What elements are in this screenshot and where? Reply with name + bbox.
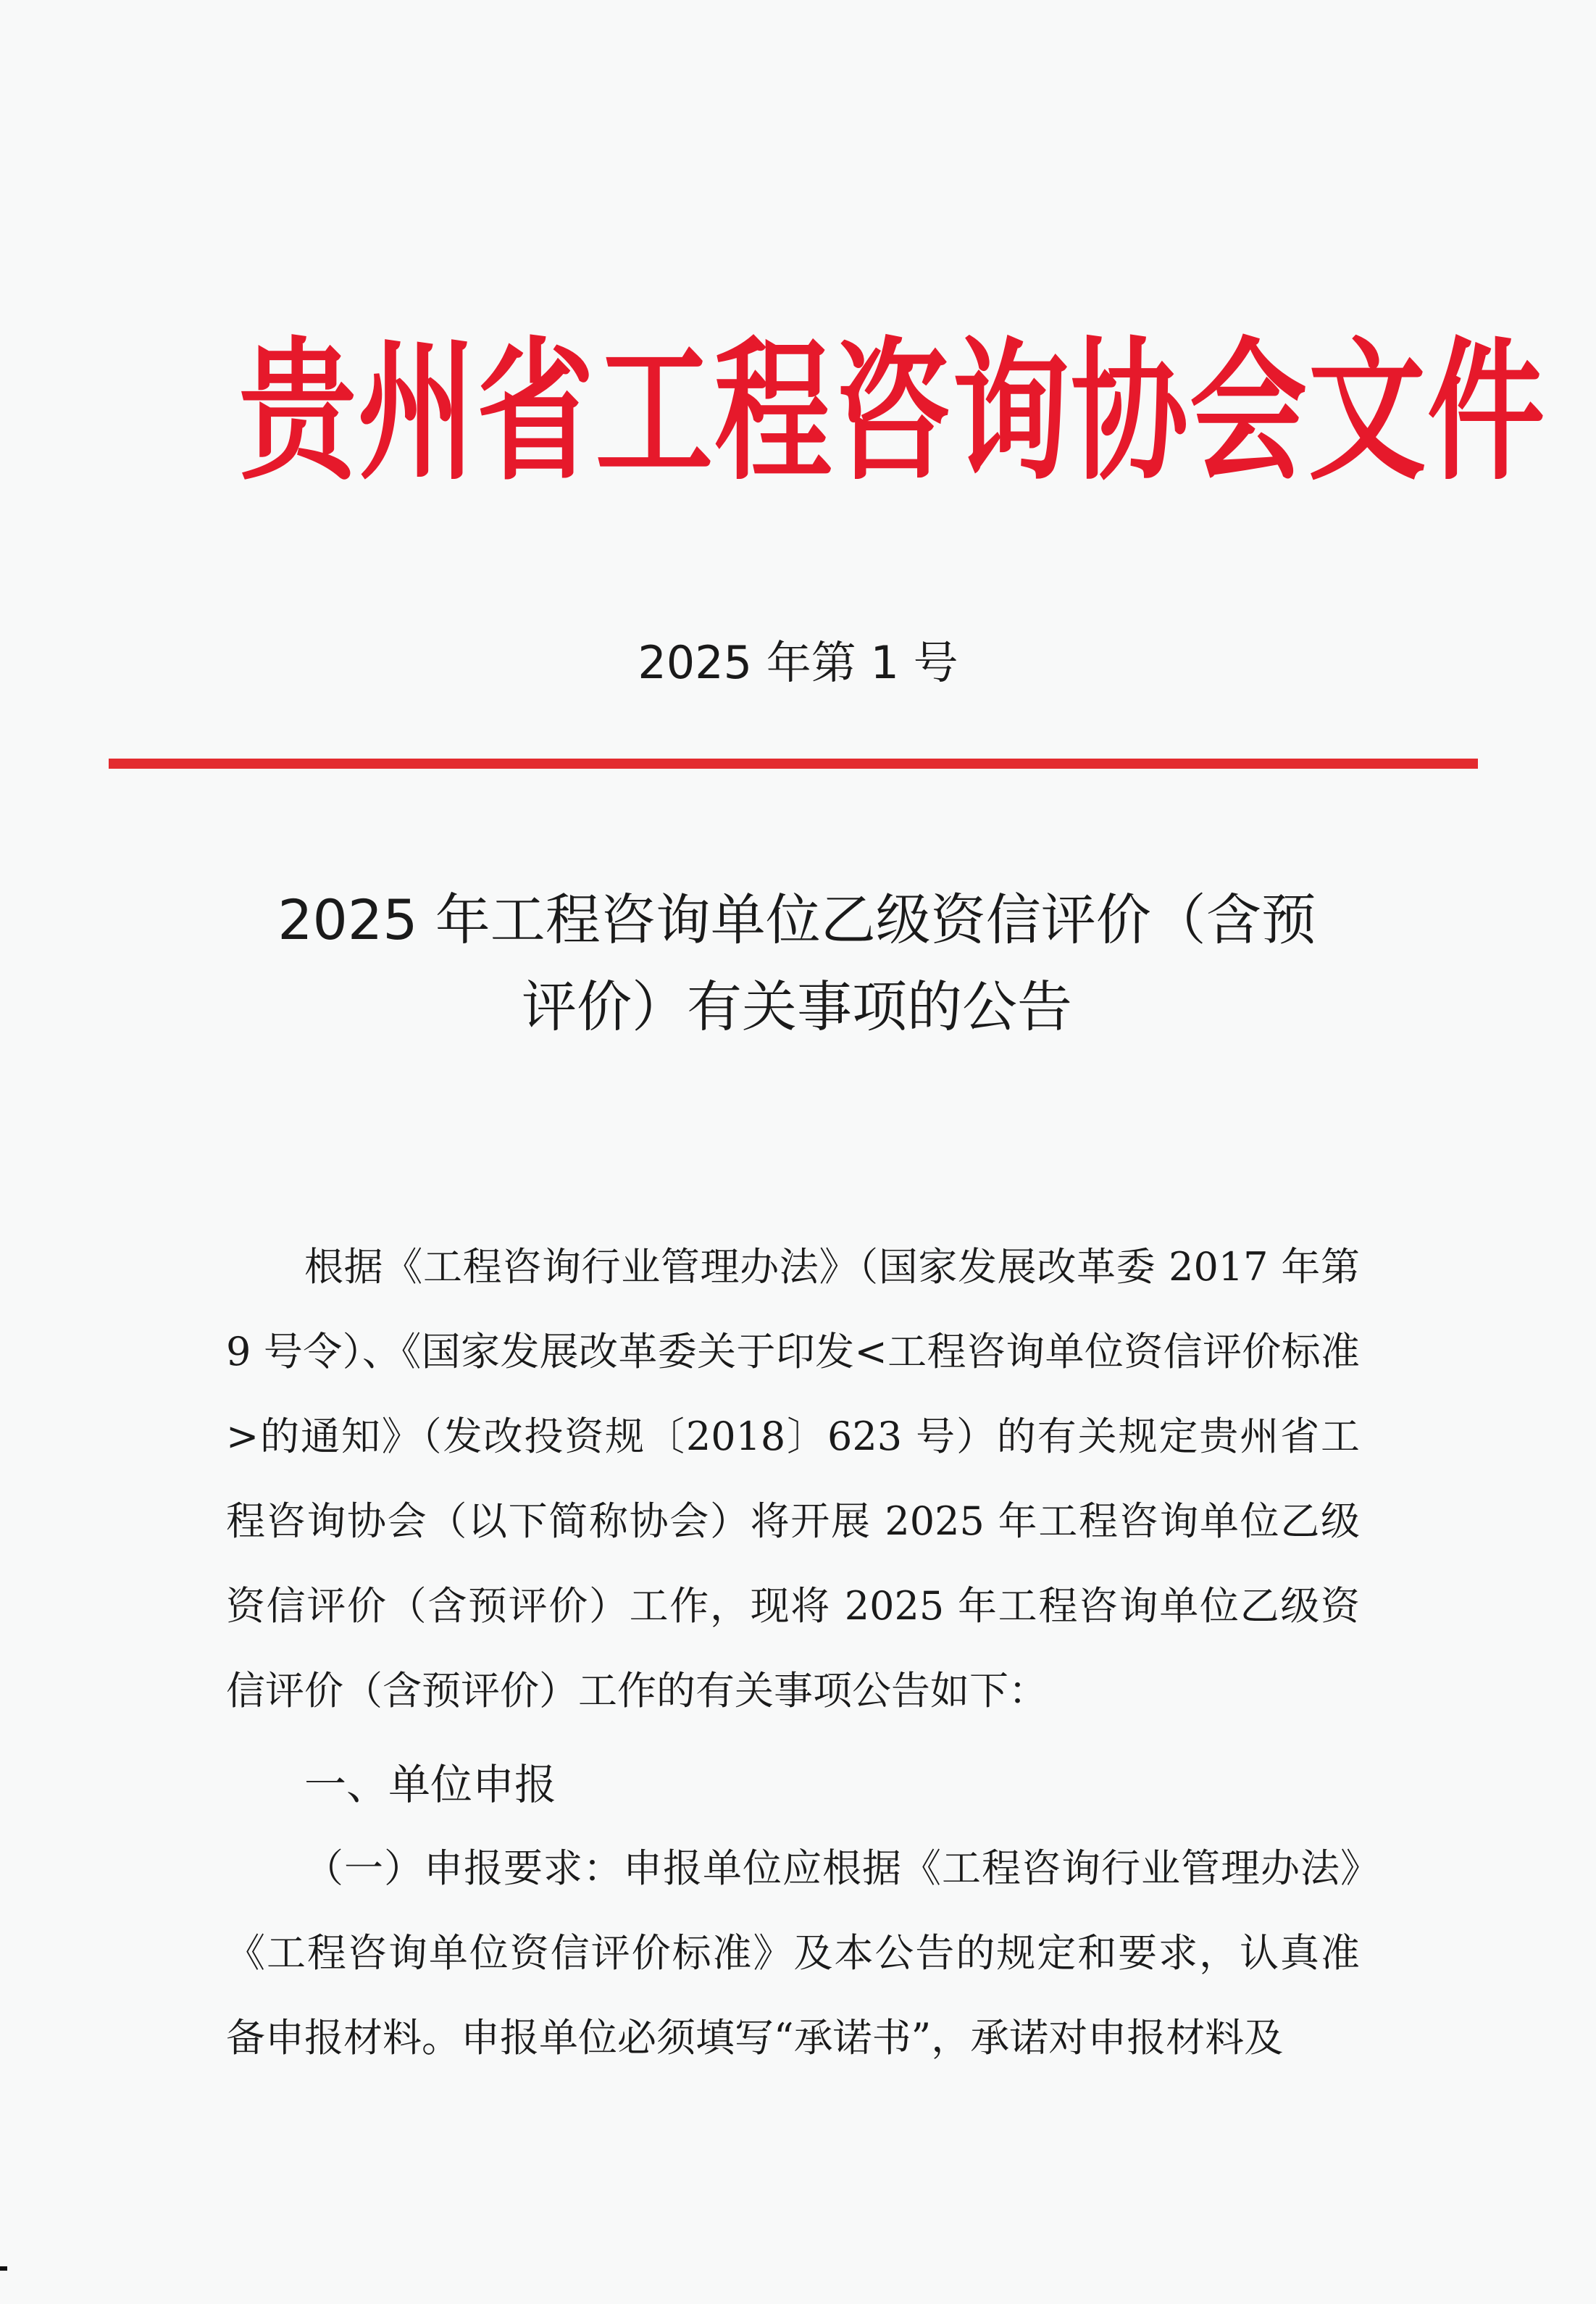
organization-header-title: 贵州省工程咨询协会文件	[239, 324, 1546, 502]
notice-title-line-1: 2025 年工程咨询单位乙级资信评价（含预	[277, 888, 1316, 952]
section-heading-unit-declaration: 一、单位申报	[304, 1760, 557, 1809]
notice-title-line-2: 评价）有关事项的公告	[522, 974, 1072, 1039]
body-paragraph-intro: 根据《工程咨询行业管理办法》（国家发展改革委 2017 年第 9 号令）、《国家发展改革委关于印发<工程咨询单位资信评价标准>的通知》（发改投资规〔2018〕623 号）的有关规定贵州省工程咨询协会（以下简称协会）将开展 2025 年工程咨询单位乙级资信评价（含预评价）工作，现将 2025 年工程咨询单位乙级资信评价（含预评价）工作的有关事项公告如下：	[226, 1244, 1360, 1714]
notice-title	[217, 877, 1376, 1051]
header-divider-rule	[109, 759, 1478, 769]
scan-edge-mark	[0, 2266, 7, 2271]
document-number: 2025 年第 1 号	[638, 636, 958, 689]
body-paragraph-requirements: （一）申报要求：申报单位应根据《工程咨询行业管理办法》《工程咨询单位资信评价标准》及本公告的规定和要求，认真准备申报材料。申报单位必须填写“承诺书”，承诺对申报材料及	[226, 1845, 1360, 2061]
